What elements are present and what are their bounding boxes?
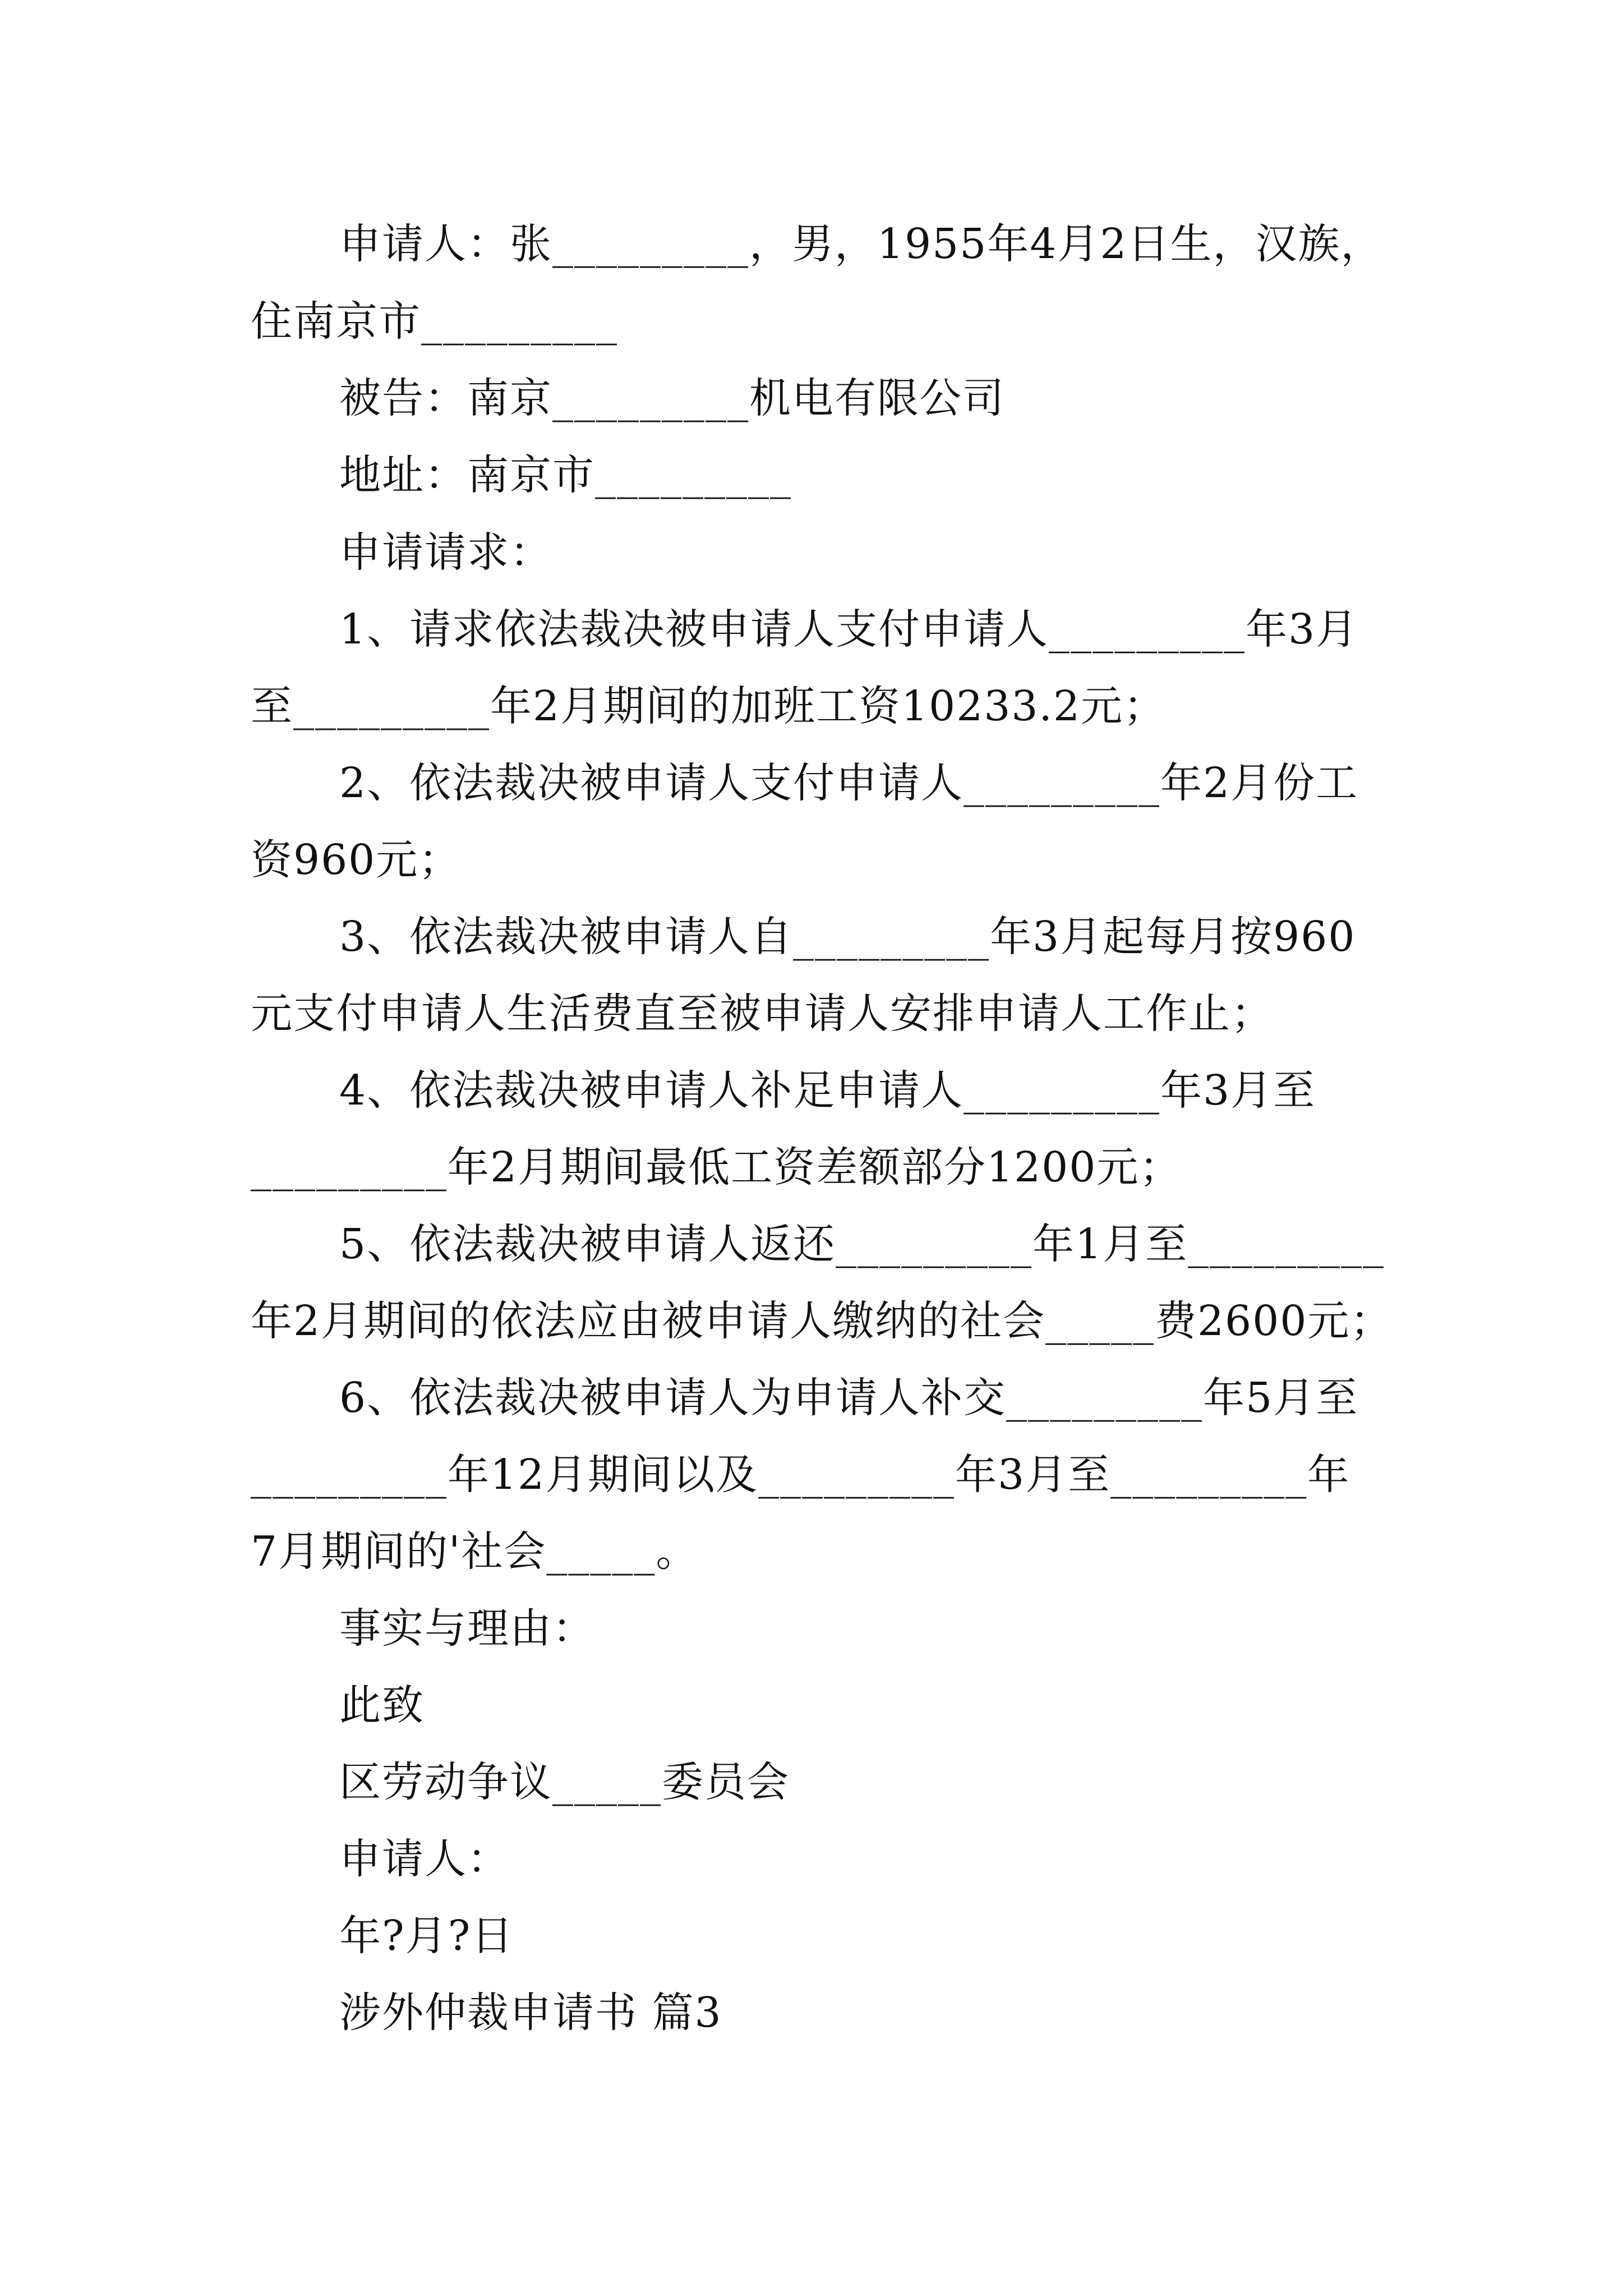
address-line: 地址：南京市_________ [339, 451, 792, 499]
claim-5-line-1: 5、依法裁决被申请人返还_________年1月至_________ [339, 1220, 1385, 1268]
date-line: 年?月?日 [339, 1912, 514, 1960]
respondent-line: 被告：南京_________机电有限公司 [339, 374, 1005, 422]
claim-1-line-2: 至_________年2月期间的加班工资10233.2元； [251, 682, 1166, 730]
next-section-title: 涉外仲裁申请书 篇3 [339, 1989, 722, 2037]
claim-4-line-1: 4、依法裁决被申请人补足申请人_________年3月至 [339, 1066, 1316, 1115]
claim-6-line-3: 7月期间的'社会_____。 [251, 1527, 699, 1576]
claim-2-line-1: 2、依法裁决被申请人支付申请人_________年2月份工 [339, 759, 1359, 807]
claim-1-line-1: 1、请求依法裁决被申请人支付申请人_________年3月 [339, 605, 1359, 654]
applicant-address-line: 住南京市_________ [251, 297, 618, 346]
claims-heading: 申请请求： [339, 528, 552, 577]
signature-label: 申请人： [339, 1835, 510, 1883]
salutation-line: 此致 [339, 1681, 425, 1729]
claim-4-line-2: _________年2月期间最低工资差额部分1200元； [251, 1143, 1182, 1191]
applicant-line: 申请人：张_________，男，1955年4月2日生，汉族， [339, 220, 1384, 268]
committee-line: 区劳动争议_____委员会 [339, 1758, 790, 1806]
claim-3-line-1: 3、依法裁决被申请人自_________年3月起每月按960 [339, 913, 1356, 961]
claim-6-line-1: 6、依法裁决被申请人为申请人补交_________年5月至 [339, 1374, 1359, 1422]
claim-6-line-2: _________年12月期间以及_________年3月至_________年 [251, 1451, 1350, 1499]
claim-2-line-2: 资960元； [251, 836, 462, 884]
claim-5-line-2: 年2月期间的依法应由被申请人缴纳的社会_____费2600元； [251, 1297, 1393, 1345]
claim-3-line-2: 元支付申请人生活费直至被申请人安排申请人工作止； [251, 990, 1274, 1038]
facts-heading: 事实与理由： [339, 1604, 595, 1653]
